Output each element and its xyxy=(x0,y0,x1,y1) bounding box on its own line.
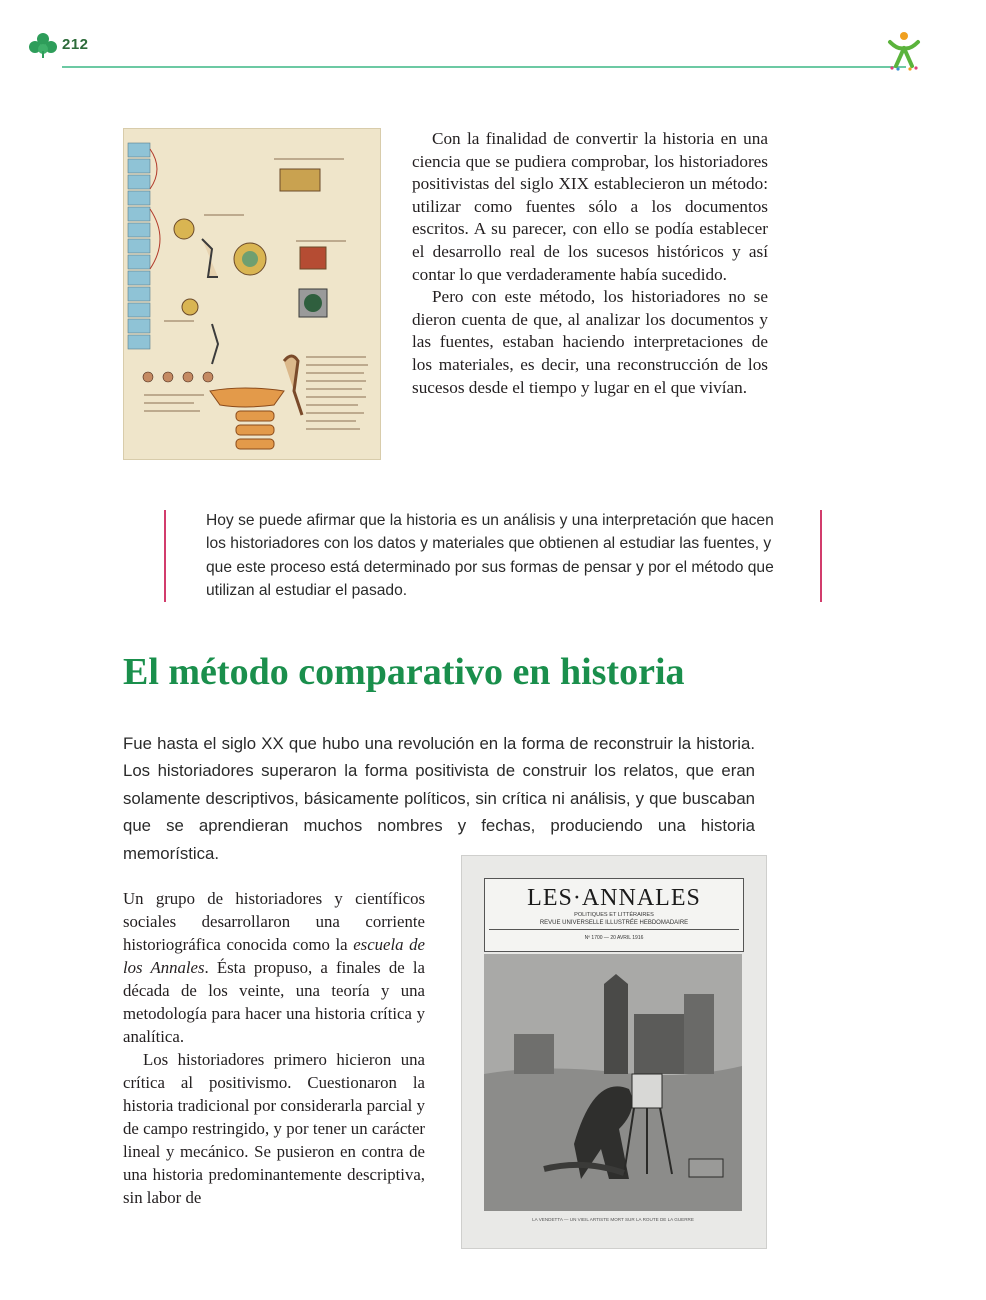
callout-text: Hoy se puede afirmar que la historia es un análisis y una interpretación que hacen los historiadores con los datos y materiales que obtienen al estudiar las fuentes, y que este proceso está determinado por sus formas de pensar y por el método que utilizan al estudiar el pasado. xyxy=(206,512,774,600)
body-paragraph-1 xyxy=(123,887,425,1048)
clover-leaves-icon xyxy=(28,32,58,58)
section-lead xyxy=(123,730,755,867)
lead-paragraph: Fue hasta el siglo XX que hubo una revolución en la forma de reconstruir la historia. Los historiadores superaron la forma positivista de construir los relatos, que eran solamente descriptivos, básicamente políticos, sin crítica ni análisis, y que buscaban que se aprendieran muchos nombres y fechas, produciendo una historia memorística. xyxy=(123,734,755,863)
callout-left-bar xyxy=(164,510,166,602)
intro-text xyxy=(412,128,768,399)
codex-illustration xyxy=(123,128,381,460)
annales-rule xyxy=(489,929,739,930)
person-figure-logo-icon xyxy=(884,28,924,72)
header-rule xyxy=(62,66,906,68)
intro-paragraph-2: Pero con este método, los historiadores no se dieron cuenta de que, al analizar los documentos y las fuentes, estaban haciendo interpretaciones de los materiales, es decir, una reconstrucción de los sucesos desde el tiempo y lugar en el que vivían. xyxy=(412,287,768,397)
annales-subtitle-2: REVUE UNIVERSELLE ILLUSTRÉE HEBDOMADAIRE xyxy=(539,920,689,926)
body-text xyxy=(123,887,425,1209)
annales-title: LES·ANNALES xyxy=(527,885,701,911)
callout-right-bar xyxy=(820,510,822,602)
annales-term: escuela de los Annales xyxy=(123,935,425,977)
les-annales-cover xyxy=(461,855,767,1249)
annales-masthead xyxy=(484,878,744,952)
section-title: El método comparativo en historia xyxy=(123,651,685,693)
page-number: 212 xyxy=(62,36,89,53)
body-p1-start: Un grupo de historiadores y científicos sociales desarrollaron una corriente historiográfica conocida como la xyxy=(123,889,425,954)
intro-paragraph-1: Con la finalidad de convertir la historia en una ciencia que se pudiera comprobar, los historiadores positivistas del siglo XIX establecieron un método: utilizar como fuentes sólo a los documentos escritos. A su parecer, con ello se podía establecer el desarrollo real de los sucesos históricos y así contar lo que verdaderamente había sucedido. xyxy=(412,129,768,284)
page-header xyxy=(28,28,928,78)
annales-issue: Nº 1700 — 20 AVRIL 1916 xyxy=(584,935,644,941)
annales-caption: LA VENDETTA — UN VIEIL ARTISTE MORT SUR LA ROUTE DE LA GUERRE xyxy=(532,1217,694,1222)
annales-subtitle-1: POLITIQUES ET LITTÉRAIRES xyxy=(574,912,654,918)
body-p1-end: . Ésta propuso, a finales de la década de los veinte, una teoría y una metodología para hacer una historia crítica y analítica. xyxy=(123,958,425,1046)
body-paragraph-2: Los historiadores primero hicieron una crítica al positivismo. Cuestionaron la historia tradicional por considerarla parcial y de campo restringido, y por tener un carácter lineal y mecánico. Se pusieron en contra de una historia predominantemente descriptiva, sin labor de xyxy=(123,1050,425,1207)
codex-drawing xyxy=(124,129,380,459)
callout-box xyxy=(206,509,784,603)
annales-engraving xyxy=(484,954,742,1211)
